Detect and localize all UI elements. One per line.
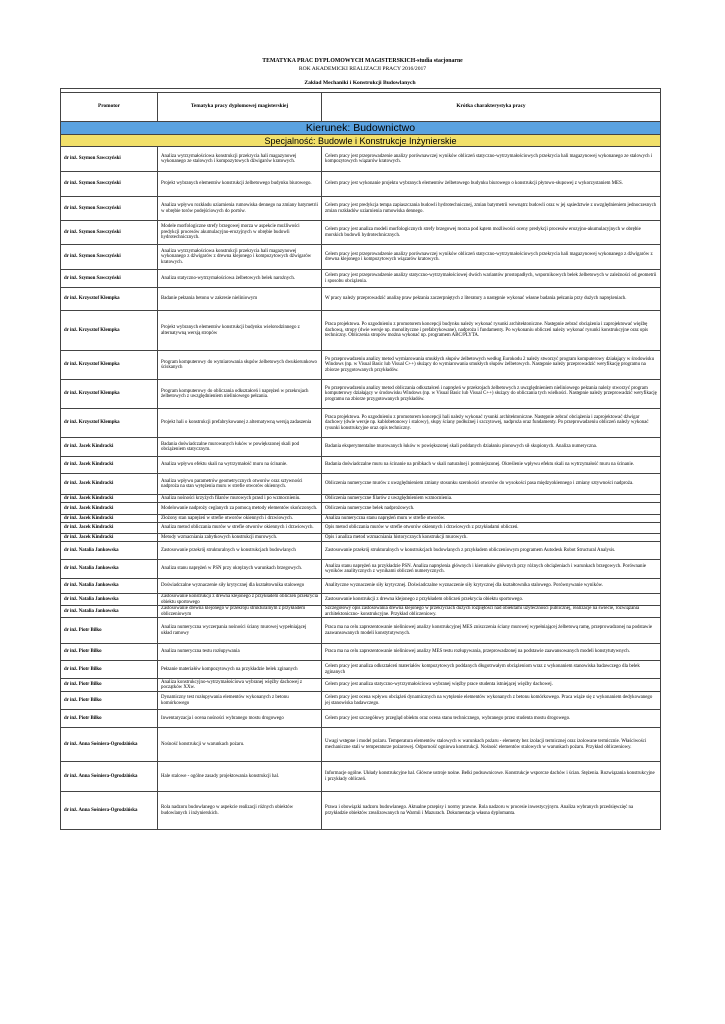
promotor-cell: dr inż. Anna Sośniera-Ogrodzińska	[61, 762, 158, 792]
table-row	[61, 221, 661, 245]
promotor-cell: dr inż. Natalia Jankowska	[61, 560, 158, 579]
promotor-cell: dr inż. Jacek Kindracki	[61, 515, 158, 523]
promotor-cell: dr inż. Jacek Kindracki	[61, 534, 158, 542]
topic-cell: Badania doświadczalne murowanych łuków w powiększonej skali pod obciążeniem statycznym.	[158, 438, 322, 457]
promotor-cell: dr inż. Krzysztof Klempka	[61, 351, 158, 380]
promotor-cell: dr inż. Natalia Jankowska	[61, 542, 158, 560]
description-cell: Uwagi wstępne i model pożaru. Temperatura elementów stalowych w warunkach pożaru - elementy bez izolacji termicznej oraz izolowane termicznie. Właściwości mechaniczne stali w temperaturze pożarowej. Odporność ogniowa konstrukcji. Nośność elementów stalowych w warunkach pożaru. Przykład obliczeniowy.	[322, 728, 661, 762]
description-cell: Badania doświadczalne muru na ścinanie na próbkach w skali naturalnej i pomniejszonej. Określenie wpływu efektu skali na wytrzymałość muru na ścinanie.	[322, 457, 661, 474]
table-row	[61, 495, 661, 503]
description-cell: Analiza stanu naprężeń na przykładzie PSN. Analiza naprężenia głównych i kierunków głównych przy różnych obciążeniach i warunkach brzegowych. Porównanie wyników analitycznych z wynikami obliczeń numerycznych.	[322, 560, 661, 579]
topic-cell: Projekt hali o konstrukcji prefabrykowanej z alternatywną wersją zadaszenia	[158, 409, 322, 438]
table-row	[61, 523, 661, 534]
table-row	[61, 380, 661, 409]
description-cell: Po przeprowadzeniu analizy metod obliczania odkształceń i naprężeń w przekrojach żelbetowych z uwzględnieniem nieliniowego pełzania należy stworzyć program komputerowy działający w środowisku Windows (np. w Visual Basic lub Visual C++) służący do obliczania tych wielkości. Następnie należy przeprowadzić weryfikację programu na zbiorze przygotowanych przykładów.	[322, 380, 661, 409]
description-cell: Prawa i obowiązki nadzoru budowlanego. Aktualne przepisy i normy prawne. Rola nadzoru w procesie inwestycyjnym. Analiza wybranych przedsięwzięć na przykładzie obiektów zrealizowanych na Warmii i Mazurach. Dokumentacja własna dyplomanta.	[322, 792, 661, 830]
direction-row	[61, 122, 661, 135]
promotor-cell: dr inż. Jacek Kindracki	[61, 457, 158, 474]
table-row	[61, 661, 661, 679]
table-row	[61, 515, 661, 523]
table-row	[61, 245, 661, 270]
document-title: TEMATYKA PRAC DYPLOMOWYCH MAGISTERSKICH-studia stacjonarne	[262, 58, 463, 64]
topic-cell: Program komputerowy do obliczania odkształceń i naprężeń w przekrojach żelbetowych z uwzględnieniem nieliniowego pełzania.	[158, 380, 322, 409]
table-row	[61, 792, 661, 830]
description-cell: Informacje ogólne. Układy konstrukcyjne hal. Główne ustroje nośne. Belki podsuwnicowe. Konstrukcje wsporcze dachów i ścian. Stężenia. Rozwiązania konstrukcyjne i przykłady obliczeń.	[322, 762, 661, 792]
topic-cell: Analiza konstrukcyjno-wytrzymałościowa wybranej więźby dachowej z początków XXw.	[158, 679, 322, 692]
promotor-cell: dr inż. Szymon Sawczyński	[61, 147, 158, 172]
promotor-cell: dr inż. Szymon Sawczyński	[61, 197, 158, 221]
topic-cell: Rola nadzoru budowlanego w aspekcie realizacji różnych obiektów budowlanych i inżynierskich.	[158, 792, 322, 830]
table-row	[61, 311, 661, 351]
table-row	[61, 270, 661, 288]
table-row	[61, 474, 661, 495]
table-row	[61, 679, 661, 692]
promotor-cell: dr inż. Jacek Kindracki	[61, 503, 158, 515]
department-name: Zakład Mechaniki i Konstrukcji Budowlanych	[304, 80, 416, 86]
table-row	[61, 579, 661, 594]
description-cell: Praca projektowa. Po uzgodnieniu z promotorem koncepcji hali należy wykonać rysunki architektoniczne. Następnie zebrać obciążenia i zaprojektować dźwigar dachowy (dwie wersje np. kablobetonowy i stalowy), słupy ściany podłużnej i szczytowej, nadproża oraz fundamenty. Po przeprowadzeniu obliczeń należy wykonać rysunki konstrukcyjne oraz opis techniczny.	[322, 409, 661, 438]
description-cell: Opis i analiza metod wzmacniania historycznych konstrukcji murowych.	[322, 534, 661, 542]
column-header-topic: Tematyka pracy dyplomowej magisterskiej	[158, 93, 322, 122]
table-row	[61, 618, 661, 644]
promotor-cell: dr inż. Jacek Kindracki	[61, 474, 158, 495]
description-cell: Celem pracy jest przeprowadzenie analizy statyczno-wytrzymałościowej dwóch wariantów prostopadłych, wspornikowych belek żelbetowych w zależności od geometrii i sposobu obciążenia.	[322, 270, 661, 288]
promotor-cell: dr inż. Jacek Kindracki	[61, 438, 158, 457]
topic-cell: Analiza nośności krzyżych filarów murowych prasd i po wzmocnieniu.	[158, 495, 322, 503]
table-header-row	[61, 93, 661, 122]
table-row	[61, 147, 661, 172]
table-row	[61, 534, 661, 542]
table-row	[61, 644, 661, 661]
promotor-cell: dr inż. Anna Sośniera-Ogrodzińska	[61, 728, 158, 762]
description-cell: Badania eksperymentalne murowanych łuków w powiększonej skali poddanych działaniu pionowych sił skupionych. Analiza numeryczna.	[322, 438, 661, 457]
promotor-cell: dr inż. Krzysztof Klempka	[61, 409, 158, 438]
topic-cell: Modelowanie nadproży ceglanych za pomocą metody elementów skończonych.	[158, 503, 322, 515]
topic-cell: Analiza wpływu efektu skali na wytrzymałość muru na ścinanie.	[158, 457, 322, 474]
table-row	[61, 172, 661, 197]
description-cell: Analityczne wyznaczenie siły krytycznej. Doświadczalne wyznaczenie siły krytycznej dla kształtownika stalowego. Porównywanie wyników.	[322, 579, 661, 594]
promotor-cell: dr inż. Piotr Bilko	[61, 710, 158, 728]
topic-cell: Analiza statyczno-wytrzymałościowa żelbetowych belek narożnych.	[158, 270, 322, 288]
promotor-cell: dr inż. Szymon Sawczyński	[61, 221, 158, 245]
table-row	[61, 692, 661, 710]
topics-table	[60, 88, 661, 830]
specialization-label: Specjalność: Budowle i Konstrukcje Inżynierskie	[61, 135, 661, 147]
promotor-cell: dr inż. Piotr Bilko	[61, 644, 158, 661]
topic-cell: Analiza wytrzymałościowa konstrukcji przekrycia hali magazynowej wykonanego z dźwigarów z drewna klejonego i kompozytowych dźwigarów kratowych.	[158, 245, 322, 270]
table-row	[61, 351, 661, 380]
promotor-cell: dr inż. Natalia Jankowska	[61, 594, 158, 606]
promotor-cell: dr inż. Jacek Kindracki	[61, 495, 158, 503]
topic-cell: Zastosowanie przekrój strukturalnych w konstrukcjach budowlanych	[158, 542, 322, 560]
topic-cell: Inwentaryzacja i ocena nośności wybranego mostu drogowego	[158, 710, 322, 728]
topic-cell: Modele morfologiczne strefy brzegowej morza w aspekcie możliwości predykcji procesów akumulacyjno-erozyjnych w obrębie budowli hydrotechnicznych.	[158, 221, 322, 245]
table-row	[61, 594, 661, 606]
promotor-cell: dr inż. Jacek Kindracki	[61, 523, 158, 534]
description-cell: Celem pracy jest wykonanie projektu wybranych elementów żelbetowego budynku biurowego o konstrukcji płytowo-słupowej z wykorzystaniem MES.	[322, 172, 661, 197]
topic-cell: Dynamiczny test rozłupywania elementów wykonanych z betonu komórkowego	[158, 692, 322, 710]
promotor-cell: dr inż. Piotr Bilko	[61, 618, 158, 644]
topic-cell: Program komputerowy do wymiarowania słupów żelbetowych dwukierunkowo ściskanych	[158, 351, 322, 380]
topic-cell: Złożony stan naprężeń w strefie otworów okiennych i drzwiowych.	[158, 515, 322, 523]
promotor-cell: dr inż. Anna Sośniera-Ogrodzińska	[61, 792, 158, 830]
description-cell: Po przeprowadzeniu analizy metod wymiarowania smukłych słupów żelbetowych według Eurokodu 2 należy stworzyć program komputerowy działający w środowisku Windows (np. w Visual Basic lub Visual C++) służący do wymiarowania smukłych słupów żelbetowych. Następnie należy przeprowadzić weryfikację programu na zbiorze przygotowanych przykładów.	[322, 351, 661, 380]
topic-cell: Pełzanie materiałów kompozytowych na przykładzie belek zginanych	[158, 661, 322, 679]
table-row	[61, 606, 661, 618]
promotor-cell: dr inż. Krzysztof Klempka	[61, 311, 158, 351]
table-row	[61, 409, 661, 438]
description-cell: Praca ma na celu zaprezentowanie nieliniowej analizy konstrukcyjnej MES zniszczenia ściany murowej wypełniającej żelbetową ramę, przeprowadzonej na podstawie zaawansowanych modeli konstytutywnych.	[322, 618, 661, 644]
promotor-cell: dr inż. Natalia Jankowska	[61, 579, 158, 594]
promotor-cell: dr inż. Szymon Sawczyński	[61, 245, 158, 270]
topic-cell: Analiza numeryczna testu rozłupywania	[158, 644, 322, 661]
description-cell: Praca ma na celu zaprezentowanie nieliniowej analizy MES testu rozłupywania, przeprowadzonej na podstawie zaawansowanych modeli konstytutywnych.	[322, 644, 661, 661]
table-row	[61, 457, 661, 474]
description-cell: Zastosowanie konstrukcji z drewna klejonego z przykładem obliczeń przekrycia obiektu sportowego.	[322, 594, 661, 606]
description-cell: Analiza numeryczna stanu naprężeń muru w strefie otworów.	[322, 515, 661, 523]
promotor-cell: dr inż. Szymon Sawczyński	[61, 172, 158, 197]
description-cell: Szczegółowy opis zastosowania drewna klejonego w przekryciach dużych rozpiętości nad obiektami użyteczności publicznej, realizacje na świecie, rozwiązania architektoniczno- konstrukcyjne. Przykład obliczeniowy.	[322, 606, 661, 618]
description-cell: Celem pracy jest analiza modeli morfologicznych strefy brzegowej morza pod kątem możliwości oceny predykcji procesów erozyjno-akumulacyjnych w obrębie morskich budowli hydrotechnicznych.	[322, 221, 661, 245]
promotor-cell: dr inż. Piotr Bilko	[61, 679, 158, 692]
topic-cell: Analiza wytrzymałościowa konstrukcji przekrycia hali magazynowej wykonanego ze stalowych i kompozytowych dźwigarów kratowych.	[158, 147, 322, 172]
topic-cell: Hale stalowe - ogólne zasady projektowania konstrukcji hal.	[158, 762, 322, 792]
direction-label: Kierunek: Budownictwo	[61, 122, 661, 135]
table-row	[61, 438, 661, 457]
table-row	[61, 288, 661, 311]
topic-cell: Zastosowanie konstrukcji z drewna klejonego z przykładem obliczeń przekrycia obiektu sportowego	[158, 594, 322, 606]
topic-cell: Nośność konstrukcji w warunkach pożaru.	[158, 728, 322, 762]
topic-cell: Analiza wpływu rozkładu uziarnienia rumowiska dennego na zmiany batymetrii w obrębie torów podejściowych do portów.	[158, 197, 322, 221]
table-row	[61, 542, 661, 560]
description-cell: Celem pracy jest predykcja tempa zapiaszczania budowli hydrotechnicznej, zmian batymetrii wewnątrz budowli oraz w jej sąsiedztwie z uwzględnieniem jednoczesnych zmian rozkładów uziarnienia rumowiska dennego.	[322, 197, 661, 221]
academic-year: ROK AKADEMICKI REALIZACJI PRACY 2016/2017	[298, 66, 427, 72]
promotor-cell: dr inż. Natalia Jankowska	[61, 606, 158, 618]
description-cell: Celem pracy jest analiza statyczno-wytrzymałościowa wybranej więźby prace studenta istniejącej więźby dachowej.	[322, 679, 661, 692]
table-row	[61, 503, 661, 515]
topic-cell: Analiza stanu naprężeń w PSN przy okrężnych warunkach brzegowych.	[158, 560, 322, 579]
description-cell: Obliczenia numeryczne murów z uwzględnieniem zmiany stosunku szerokości otworów do wysokości pasa międzyokiennego i zmiany sztywności nadproża.	[322, 474, 661, 495]
promotor-cell: dr inż. Krzysztof Klempka	[61, 380, 158, 409]
table-row	[61, 710, 661, 728]
promotor-cell: dr inż. Krzysztof Klempka	[61, 288, 158, 311]
promotor-cell: dr inż. Szymon Sawczyński	[61, 270, 158, 288]
topic-cell: Metody wzmacniania zabytkowych konstrukcji murowych.	[158, 534, 322, 542]
description-cell: Celem pracy jest szczegółowy przegląd obiektu oraz ocena stanu technicznego, wybranego przez studenta mostu drogowego.	[322, 710, 661, 728]
description-cell: W pracy należy przeprowadzić analizę praw pełzania zaczerpniętych z literatury a następnie wykonać własne badania pełzania przy dużych naprężeniach.	[322, 288, 661, 311]
column-header-promotor: Promotor	[61, 93, 158, 122]
description-cell: Praca projektowa. Po uzgodnieniu z promotorem koncepcji budynku należy wykonać rysunki architektoniczne. Następnie zebrać obciążenia i zaprojektować więźbę dachową, stropy (dwie wersje np. monolityczne i prefabrykowane), nadproża i fundamenty. Po wykonaniu obliczeń należy wykonać rysunki konstrukcyjne oraz opis techniczny. Obliczenia stropów można wykonać np. programem ABC/PLYTA.	[322, 311, 661, 351]
promotor-cell: dr inż. Piotr Bilko	[61, 661, 158, 679]
description-cell: Celem pracy jest analiza odkształceń materiałów kompozytowych poddanych długotrwałym obciążeniom wraz z wykonaniem stanowiska badawczego dla belek zginanych	[322, 661, 661, 679]
description-cell: Obliczenia numeryczne belek nadprożowych.	[322, 503, 661, 515]
table-row	[61, 560, 661, 579]
description-cell: Celem pracy jest przeprowadzenie analizy porównawczej wyników obliczeń statyczno-wytrzymałościowych przekrycia hali magazynowej wykonanego ze stalowych i kompozytowych wiązarów kratowych.	[322, 147, 661, 172]
column-header-description: Krótka charakterystyka pracy	[322, 93, 661, 122]
description-cell: Obliczenia numeryczne filarów z uwzględnieniem wzmocnienia.	[322, 495, 661, 503]
topic-cell: Analiza metod obliczania murów w strefie otworów okiennych i drzwiowych.	[158, 523, 322, 534]
topic-cell: Analiza numeryczna wyczerpania nośności ściany murowej wypełniającej układ ramowy	[158, 618, 322, 644]
topic-cell: Doświadczalne wyznaczenie siły krytycznej dla kształtownika stalowego	[158, 579, 322, 594]
description-cell: Zastosowanie przekrój strukturalnych w konstrukcjach budowlanych z przykładem obliczeniowym programem Autodesk Robot Structural Analysis.	[322, 542, 661, 560]
topic-cell: Projekt wybranych elementów konstrukcji żelbetowego budynku biurowego.	[158, 172, 322, 197]
specialization-row	[61, 135, 661, 147]
topic-cell: Analiza wpływu parametrów geometrycznych otworów oraz sztywności nadproża na stan wytężenia muru w strefie otworów okiennych.	[158, 474, 322, 495]
table-row	[61, 728, 661, 762]
description-cell: Opis metod obliczania murów w strefie otworów okiennych i drzwiowych z przykładami obliczeń.	[322, 523, 661, 534]
description-cell: Celem pracy jest ocena wpływu obciążeń dynamicznych na wytężenie elementów wykonanych z betonu komórkowego. Praca wiąże się z wykonaniem dedykowanego jej stanowiska badawczego.	[322, 692, 661, 710]
topic-cell: Zastosowanie drewna klejonego w przekroju strukturalnym z przykładem obliczeniowym	[158, 606, 322, 618]
promotor-cell: dr inż. Piotr Bilko	[61, 692, 158, 710]
topic-cell: Projekt wybranych elementów konstrukcji budynku wielorodzinnego z alternatywną wersją stropów	[158, 311, 322, 351]
topic-cell: Badanie pełzania betonu w zakresie nieliniowym	[158, 288, 322, 311]
description-cell: Celem pracy jest przeprowadzenie analizy porównawczej wyników obliczeń statyczno-wytrzymałościowych przekrycia hali magazynowej wykonanego z dźwigarów z drewna klejonego i kompozytowych wiązarów kratowych.	[322, 245, 661, 270]
table-row	[61, 197, 661, 221]
table-row	[61, 762, 661, 792]
